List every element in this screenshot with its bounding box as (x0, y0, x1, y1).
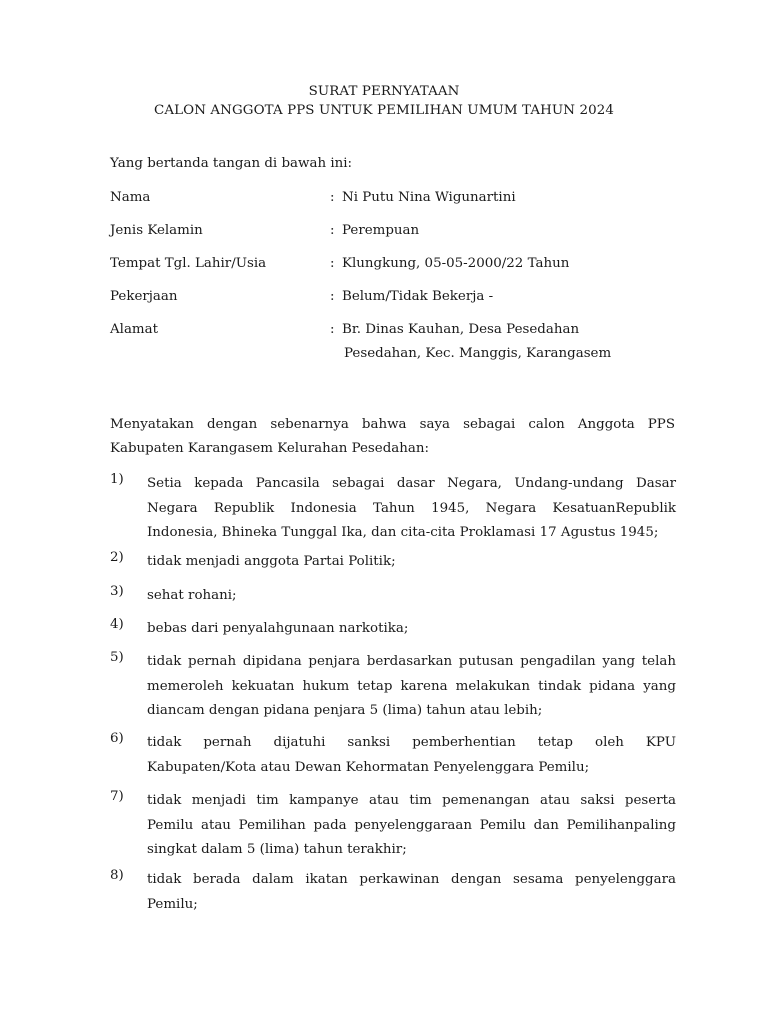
item-number: 7) (110, 789, 124, 804)
item-number: 8) (110, 868, 124, 883)
item-text (147, 789, 676, 863)
field-label-name: Nama (110, 190, 151, 205)
item-line: tidak menjadi tim kampanye atau tim pemenangan atau saksi peserta (147, 793, 676, 808)
field-label-birth: Tempat Tgl. Lahir/Usia (110, 256, 267, 271)
field-separator: : (330, 256, 335, 271)
declaration-line: Kabupaten Karangasem Kelurahan Pesedahan: (110, 441, 430, 456)
declaration-line: Menyatakan dengan sebenarnya bahwa saya sebagai calon Anggota PPS (110, 417, 675, 432)
item-line: Setia kepada Pancasila sebagai dasar Negara, Undang-undang Dasar (147, 476, 676, 491)
intro-text: Yang bertanda tangan di bawah ini: (110, 156, 353, 171)
item-line: diancam dengan pidana penjara 5 (lima) tahun atau lebih; (147, 703, 543, 718)
item-number: 1) (110, 472, 124, 487)
item-line: tidak pernah dipidana penjara berdasarkan putusan pengadilan yang telah (147, 654, 676, 669)
field-separator: : (330, 223, 335, 238)
item-line: Pemilu atau Pemilihan pada penyelenggaraan Pemilu dan Pemilihanpaling (147, 817, 676, 833)
field-value-job: Belum/Tidak Bekerja - (342, 289, 494, 304)
item-text (147, 650, 676, 724)
item-line: memeroleh kekuatan hukum tetap karena melakukan tindak pidana yang (147, 678, 676, 694)
item-text (147, 617, 676, 642)
item-text (147, 472, 676, 546)
item-line: bebas dari penyalahgunaan narkotika; (147, 621, 409, 636)
declaration-paragraph (110, 413, 675, 461)
field-label-gender: Jenis Kelamin (110, 223, 203, 238)
field-separator: : (330, 322, 335, 337)
item-number: 6) (110, 731, 124, 746)
item-number: 2) (110, 550, 124, 565)
item-line: singkat dalam 5 (lima) tahun terakhir; (147, 842, 407, 857)
field-value-birth: Klungkung, 05-05-2000/22 Tahun (342, 256, 570, 271)
item-line: tidak berada dalam ikatan perkawinan dengan sesama penyelenggara (147, 872, 676, 887)
item-number: 3) (110, 584, 124, 599)
field-separator: : (330, 190, 335, 205)
field-separator: : (330, 289, 335, 304)
field-label-job: Pekerjaan (110, 289, 178, 304)
field-value-address-line1: Br. Dinas Kauhan, Desa Pesedahan (342, 322, 580, 337)
item-text (147, 731, 676, 780)
field-value-gender: Perempuan (342, 223, 420, 238)
field-value-address-line2: Pesedahan, Kec. Manggis, Karangasem (344, 346, 612, 361)
document-title: SURAT PERNYATAAN (308, 84, 460, 99)
item-number: 4) (110, 617, 124, 632)
item-text (147, 584, 676, 609)
item-line: tidak pernah dijatuhi sanksi pemberhentian tetap oleh KPU (147, 735, 676, 750)
document-subtitle: CALON ANGGOTA PPS UNTUK PEMILIHAN UMUM TAHUN 2024 (154, 103, 614, 118)
item-line: Pemilu; (147, 896, 198, 912)
field-value-name: Ni Putu Nina Wigunartini (342, 190, 516, 205)
item-line: tidak menjadi anggota Partai Politik; (147, 554, 396, 569)
item-text (147, 868, 676, 917)
item-text (147, 550, 676, 575)
item-number: 5) (110, 650, 124, 665)
item-line: Kabupaten/Kota atau Dewan Kehormatan Penyelenggara Pemilu; (147, 759, 590, 775)
item-line: sehat rohani; (147, 588, 237, 603)
field-label-address: Alamat (110, 322, 158, 337)
item-line: Indonesia, Bhineka Tunggal Ika, dan cita-cita Proklamasi 17 Agustus 1945; (147, 525, 659, 540)
item-line: Negara Republik Indonesia Tahun 1945, Negara KesatuanRepublik (147, 500, 676, 516)
